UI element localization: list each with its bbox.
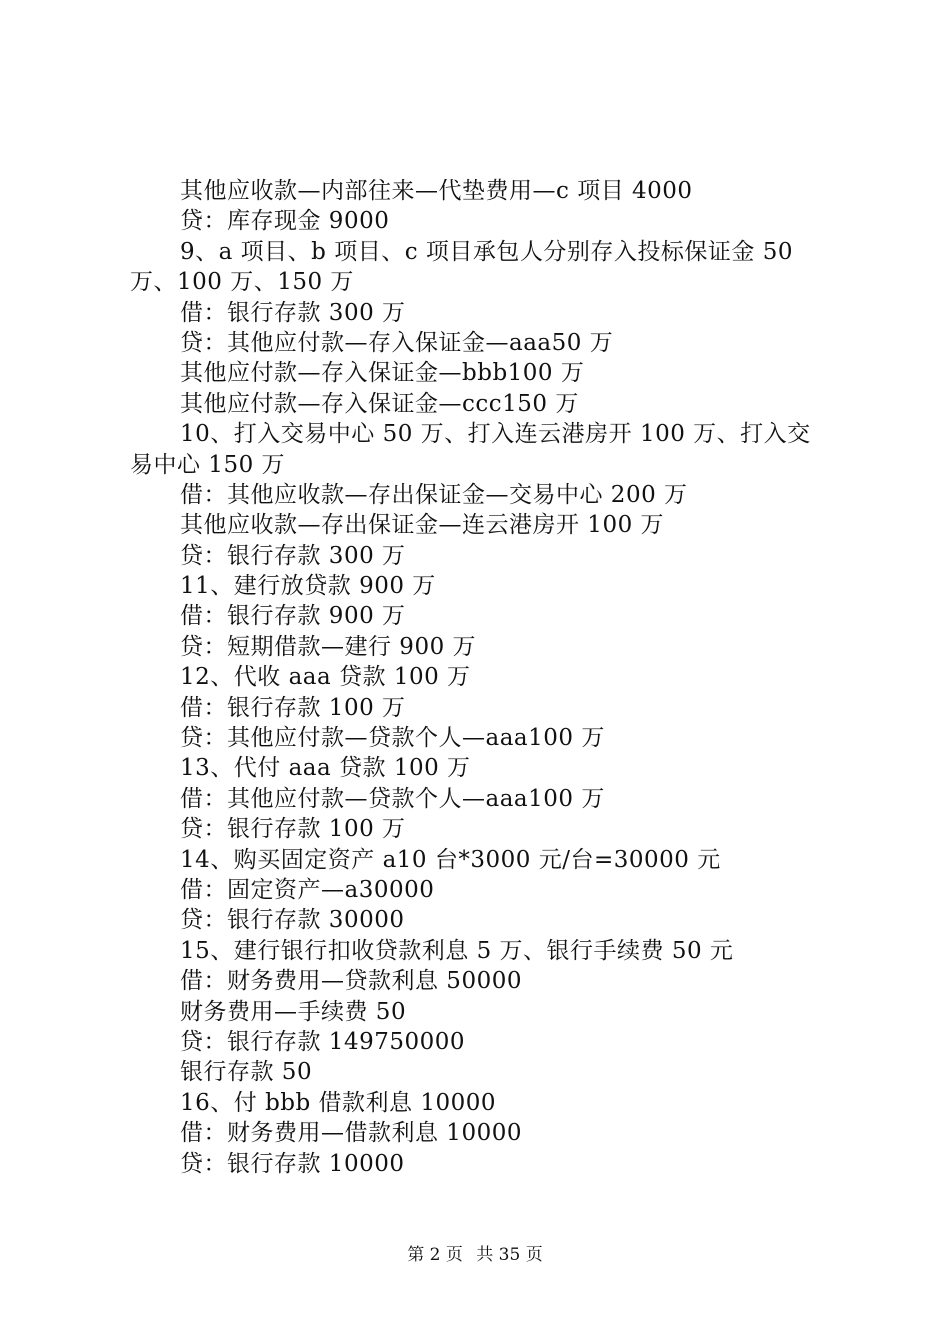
text-line: 借：固定资产—a30000 bbox=[180, 876, 435, 903]
page-total: 共 35 页 bbox=[476, 1245, 543, 1265]
text-line: 其他应收款—内部往来—代垫费用—c 项目 4000 bbox=[180, 178, 693, 204]
text-line: 贷：银行存款 300 万 bbox=[180, 542, 406, 569]
text-line: 易中心 150 万 bbox=[130, 451, 286, 478]
document-body bbox=[130, 176, 830, 1179]
text-line: 贷：其他应付款—贷款个人—aaa100 万 bbox=[180, 725, 605, 752]
text-line: 贷：库存现金 9000 bbox=[180, 208, 390, 235]
text-line: 贷：银行存款 10000 bbox=[180, 1150, 405, 1177]
text-line: 其他应付款—存入保证金—ccc150 万 bbox=[180, 390, 579, 417]
text-line: 借：财务费用—贷款利息 50000 bbox=[180, 968, 522, 995]
page-number: 第 2 页 bbox=[407, 1245, 463, 1265]
text-line: 15、建行银行扣收贷款利息 5 万、银行手续费 50 元 bbox=[180, 937, 734, 964]
text-line: 万、100 万、150 万 bbox=[130, 269, 354, 296]
text-line: 借：财务费用—借款利息 10000 bbox=[180, 1120, 522, 1147]
text-line: 14、购买固定资产 a10 台*3000 元/台=30000 元 bbox=[180, 846, 721, 873]
text-line: 其他应收款—存出保证金—连云港房开 100 万 bbox=[180, 512, 665, 539]
text-line: 借：银行存款 300 万 bbox=[180, 299, 406, 326]
page-footer bbox=[0, 1243, 950, 1267]
text-line: 借：其他应收款—存出保证金—交易中心 200 万 bbox=[180, 481, 688, 508]
text-line: 贷：银行存款 100 万 bbox=[180, 816, 406, 843]
text-line: 9、a 项目、b 项目、c 项目承包人分别存入投标保证金 50 bbox=[180, 238, 793, 265]
text-line: 财务费用—手续费 50 bbox=[180, 998, 407, 1025]
text-line: 10、打入交易中心 50 万、打入连云港房开 100 万、打入交 bbox=[180, 421, 811, 448]
text-line: 银行存款 50 bbox=[180, 1059, 313, 1086]
text-line: 11、建行放贷款 900 万 bbox=[180, 573, 436, 600]
text-line: 贷：短期借款—建行 900 万 bbox=[180, 633, 477, 660]
text-line: 借：银行存款 900 万 bbox=[180, 603, 406, 630]
text-line: 借：银行存款 100 万 bbox=[180, 694, 406, 721]
text-line: 其他应付款—存入保证金—bbb100 万 bbox=[180, 360, 585, 387]
text-line: 借：其他应付款—贷款个人—aaa100 万 bbox=[180, 785, 605, 812]
text-line: 12、代收 aaa 贷款 100 万 bbox=[180, 664, 471, 691]
text-line: 贷：银行存款 30000 bbox=[180, 907, 405, 934]
text-line: 贷：银行存款 149750000 bbox=[180, 1028, 466, 1055]
text-line: 贷：其他应付款—存入保证金—aaa50 万 bbox=[180, 329, 614, 356]
text-line: 13、代付 aaa 贷款 100 万 bbox=[180, 755, 471, 782]
text-line: 16、付 bbb 借款利息 10000 bbox=[180, 1089, 497, 1116]
